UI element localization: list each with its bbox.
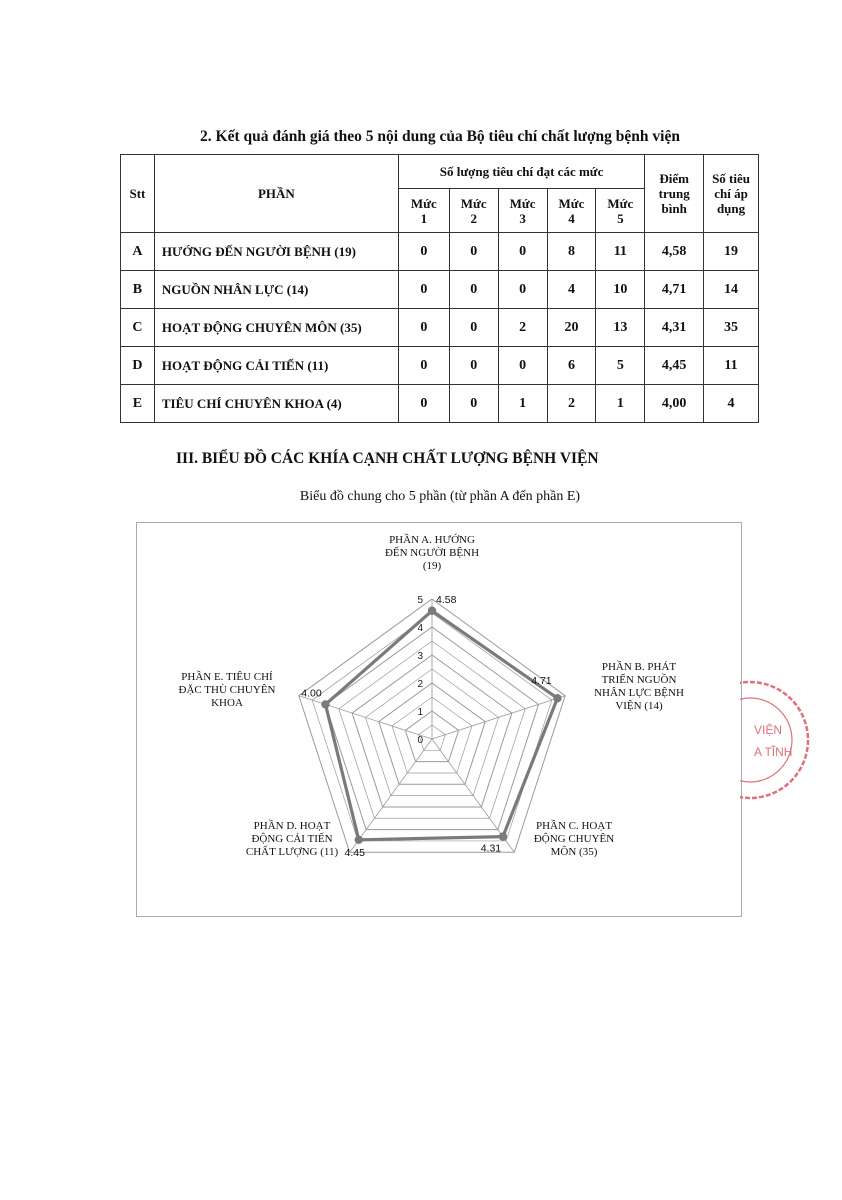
row-level-3: 0 (498, 233, 547, 271)
row-level-1: 0 (398, 385, 449, 423)
row-name: HƯỚNG ĐẾN NGƯỜI BỆNH (19) (154, 233, 398, 271)
data-point (321, 700, 329, 708)
row-count: 19 (704, 233, 759, 271)
chart-subtitle: Biểu đồ chung cho 5 phần (từ phần A đến phần E) (299, 489, 581, 504)
row-level-5: 11 (596, 233, 645, 271)
chart-section-heading: III. BIỂU ĐỒ CÁC KHÍA CẠNH CHẤT LƯỢNG BỆNH VIỆN (176, 450, 599, 467)
data-value-label: 4.71 (531, 675, 552, 688)
row-average: 4,00 (645, 385, 704, 423)
row-level-2: 0 (449, 309, 498, 347)
data-value-label: 4.31 (480, 842, 502, 855)
row-stt: D (121, 347, 155, 385)
row-count: 4 (704, 385, 759, 423)
row-count: 14 (704, 271, 759, 309)
results-table (120, 154, 759, 423)
axis-spoke (299, 696, 432, 739)
row-count: 35 (704, 309, 759, 347)
row-level-5: 13 (596, 309, 645, 347)
radar-chart-frame (136, 522, 742, 917)
data-value-label: 4.58 (436, 593, 457, 606)
scale-tick-label: 3 (417, 651, 423, 662)
row-level-4: 20 (547, 309, 596, 347)
data-point (499, 832, 507, 840)
svg-text:VIỆN: VIỆN (754, 723, 783, 737)
table-row (121, 385, 759, 423)
table-header-row (121, 155, 759, 189)
axis-category-label: PHẦN B. PHÁT TRIỂN NGUỒN NHÂN LỰC BỆNH VIỆN (14) (594, 661, 684, 712)
scale-tick-label: 0 (417, 735, 423, 746)
row-level-2: 0 (449, 233, 498, 271)
row-level-3: 2 (498, 309, 547, 347)
row-level-1: 0 (398, 233, 449, 271)
header-level-1: Mức 1 (398, 189, 449, 233)
row-name: HOẠT ĐỘNG CẢI TIẾN (11) (154, 347, 398, 385)
header-criteria-count: Số tiêu chí áp dụng (704, 155, 759, 233)
row-stt: E (121, 385, 155, 423)
series-polygon (325, 611, 557, 840)
data-value-label: 4.45 (344, 846, 365, 859)
scale-tick-label: 5 (417, 595, 423, 606)
header-part: PHẦN (154, 155, 398, 233)
header-levels-group: Số lượng tiêu chí đạt các mức (398, 155, 644, 189)
row-level-4: 8 (547, 233, 596, 271)
data-value-label: 4.00 (301, 687, 322, 700)
row-average: 4,45 (645, 347, 704, 385)
row-level-5: 5 (596, 347, 645, 385)
table-row (121, 309, 759, 347)
axis-category-label: PHẦN E. TIÊU CHÍ ĐẶC THÙ CHUYÊN KHOA (178, 671, 276, 709)
table-row (121, 233, 759, 271)
row-name: TIÊU CHÍ CHUYÊN KHOA (4) (154, 385, 398, 423)
data-point (428, 607, 436, 615)
scale-tick-label: 4 (417, 623, 423, 634)
row-level-5: 1 (596, 385, 645, 423)
scale-tick-label: 2 (417, 679, 423, 690)
row-level-1: 0 (398, 309, 449, 347)
header-level-5: Mức 5 (596, 189, 645, 233)
row-level-2: 0 (449, 385, 498, 423)
row-level-1: 0 (398, 347, 449, 385)
header-level-4: Mức 4 (547, 189, 596, 233)
data-point (355, 836, 363, 844)
header-level-2: Mức 2 (449, 189, 498, 233)
row-average: 4,58 (645, 233, 704, 271)
scale-tick-label: 1 (417, 707, 423, 718)
table-row (121, 271, 759, 309)
data-point (553, 694, 561, 702)
row-name: HOẠT ĐỘNG CHUYÊN MÔN (35) (154, 309, 398, 347)
axis-category-label: PHẦN C. HOẠT ĐỘNG CHUYÊN MÔN (35) (533, 820, 615, 858)
row-level-4: 6 (547, 347, 596, 385)
svg-text:A TĨNH: A TĨNH (754, 745, 793, 759)
row-name: NGUỒN NHÂN LỰC (14) (154, 271, 398, 309)
section-title: 2. Kết quả đánh giá theo 5 nội dung của Bộ tiêu chí chất lượng bệnh viện (200, 128, 680, 145)
row-level-5: 10 (596, 271, 645, 309)
row-level-3: 0 (498, 347, 547, 385)
header-average: Điểm trung bình (645, 155, 704, 233)
row-level-3: 0 (498, 271, 547, 309)
row-stt: B (121, 271, 155, 309)
row-level-4: 4 (547, 271, 596, 309)
axis-category-label: PHẦN A. HƯỚNG ĐẾN NGƯỜI BỆNH (19) (384, 534, 480, 572)
header-level-3: Mức 3 (498, 189, 547, 233)
table-row (121, 347, 759, 385)
row-count: 11 (704, 347, 759, 385)
axis-category-label: PHẦN D. HOẠT ĐỘNG CẢI TIẾN CHẤT LƯỢNG (11) (245, 820, 339, 858)
row-stt: A (121, 233, 155, 271)
red-stamp-seal (740, 672, 820, 802)
row-level-3: 1 (498, 385, 547, 423)
row-level-4: 2 (547, 385, 596, 423)
row-level-2: 0 (449, 271, 498, 309)
header-stt: Stt (121, 155, 155, 233)
row-level-2: 0 (449, 347, 498, 385)
row-stt: C (121, 309, 155, 347)
row-level-1: 0 (398, 271, 449, 309)
row-average: 4,31 (645, 309, 704, 347)
radar-chart (137, 523, 741, 916)
row-average: 4,71 (645, 271, 704, 309)
